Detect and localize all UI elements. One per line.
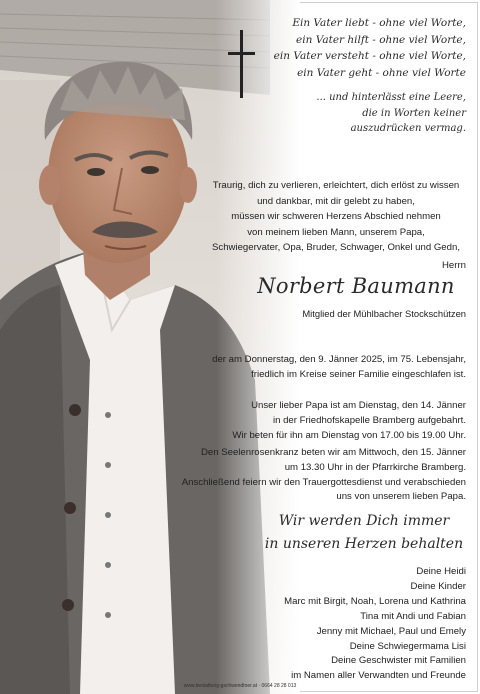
intro-line: Traurig, dich zu verlieren, erleichtert, dich erlöst zu wissen xyxy=(212,180,460,191)
salutation: Herrn xyxy=(442,260,466,271)
funeral-paragraph xyxy=(176,446,466,505)
signatures xyxy=(196,565,466,684)
membership: Mitglied der Mühlbacher Stockschützen xyxy=(302,308,466,319)
intro-line: Schwiegervater, Opa, Bruder, Schwager, Onkel und Gedn, xyxy=(212,242,460,253)
paragraph-line: der am Donnerstag, den 9. Jänner 2025, im 75. Lebensjahr, xyxy=(212,354,466,365)
paragraph-line: Den Seelenrosenkranz beten wir am Mittwoch, den 15. Jänner xyxy=(200,447,466,458)
viewing-paragraph xyxy=(176,399,466,443)
paragraph-line: friedlich im Kreise seiner Familie eingeschlafen ist. xyxy=(251,368,466,380)
motto-line: Wir werden Dich immer xyxy=(278,513,450,529)
poem-line: ein Vater geht - ohne viel Worte xyxy=(297,66,466,79)
signature-line: Tina mit Andi und Fabian xyxy=(360,610,466,622)
poem-continuation xyxy=(246,90,466,137)
intro-text xyxy=(200,178,472,256)
motto xyxy=(250,510,478,556)
paragraph-line: Anschließend feiern wir den Trauergottesdienst und verabschieden xyxy=(181,476,466,488)
paragraph-line: um 13.30 Uhr in der Pfarrkirche Bramberg. xyxy=(284,461,466,473)
intro-line: und dankbar, mit dir gelebt zu haben, xyxy=(257,195,415,207)
paragraph-line: Wir beten für ihn am Dienstag von 17.00 bis 19.00 Uhr. xyxy=(232,429,466,441)
poem-line: ... und hinterlässt eine Leere, xyxy=(316,92,466,103)
signature-line: Deine Kinder xyxy=(410,580,466,592)
signature-line: Deine Geschwister mit Familien xyxy=(331,655,466,667)
footer-contact: www.bestattung-gschwendtner.at · 0664 28 28 013 xyxy=(183,683,297,689)
motto-line: in unseren Herzen behalten xyxy=(264,536,464,552)
death-notice-paragraph xyxy=(176,353,466,383)
paragraph-line: in der Friedhofskapelle Bramberg aufgebahrt. xyxy=(272,414,466,426)
signature-line: Deine Heidi xyxy=(416,566,466,577)
paragraph-line: uns von unserem lieben Papa. xyxy=(336,491,466,503)
deceased-name: Norbert Baumann xyxy=(257,274,455,298)
paragraph-line: Unser lieber Papa ist am Dienstag, den 14. Jänner xyxy=(251,400,466,411)
signature-line: im Namen aller Verwandten und Freunde xyxy=(291,670,466,682)
signature-line: Deine Schwiegermama Lisi xyxy=(349,640,466,652)
intro-line: von meinem lieben Mann, unserem Papa, xyxy=(247,226,425,238)
signature-line: Jenny mit Michael, Paul und Emely xyxy=(316,625,466,637)
poem-line: auszudrücken vermag. xyxy=(350,123,466,134)
poem-line: ein Vater versteht - ohne viel Worte, xyxy=(273,50,466,62)
signature-line: Marc mit Birgit, Noah, Lorena und Kathrina xyxy=(284,595,466,607)
intro-line: müssen wir schweren Herzens Abschied nehmen xyxy=(231,211,441,222)
poem xyxy=(226,15,466,81)
poem-line: ein Vater hilft - ohne viel Worte, xyxy=(296,33,466,46)
poem-line: Ein Vater liebt - ohne viel Worte, xyxy=(292,17,466,29)
poem-line: die in Worten keiner xyxy=(362,107,466,119)
